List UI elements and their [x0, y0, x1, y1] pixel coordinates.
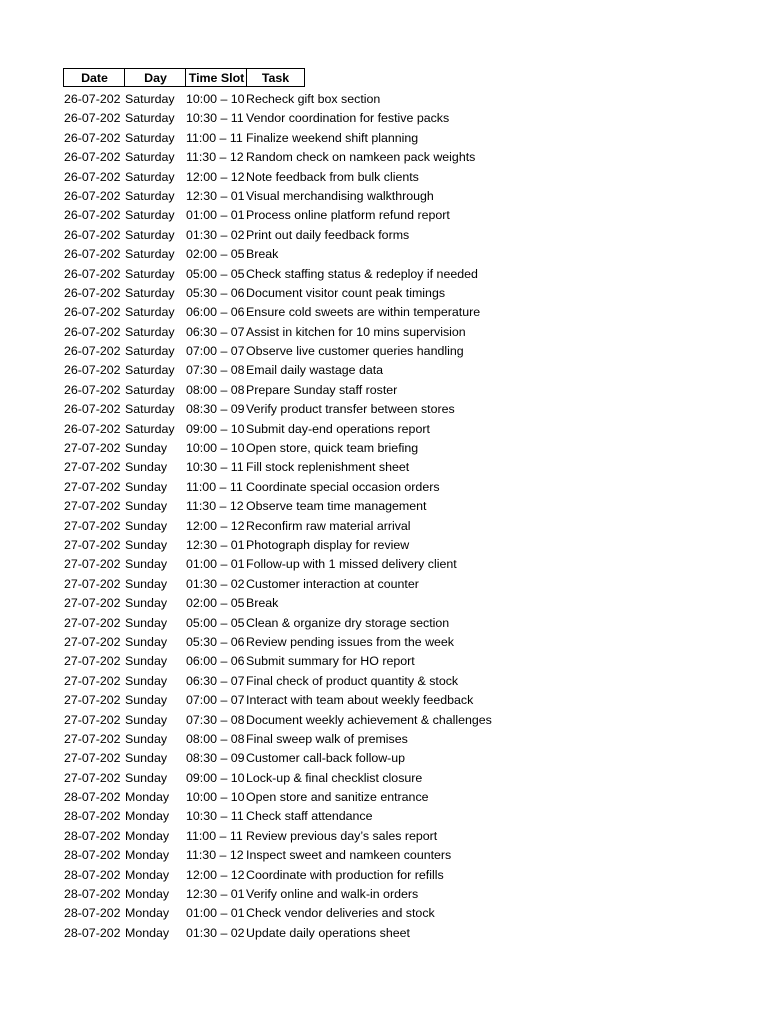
day-cell: Monday	[125, 867, 170, 882]
day-cell: Saturday	[125, 382, 175, 397]
day-cell: Sunday	[125, 576, 168, 591]
task-cell: Vendor coordination for festive packs	[246, 111, 450, 126]
time-slot-cell: 02:00 – 05	[186, 247, 245, 262]
day-cell: Saturday	[125, 363, 175, 378]
date-cell: 26-07-202	[64, 305, 121, 320]
header-day: Day	[124, 68, 186, 87]
time-slot-cell: 01:00 – 01	[186, 906, 245, 921]
day-cell: Sunday	[125, 557, 168, 572]
time-slot-cell: 06:00 – 06	[186, 305, 245, 320]
task-cell: Submit summary for HO report	[246, 654, 415, 669]
day-cell: Monday	[125, 906, 170, 921]
header-time-slot: Time Slot	[185, 68, 247, 87]
task-cell: Visual merchandising walkthrough	[246, 188, 434, 203]
task-cell: Clean & organize dry storage section	[246, 615, 450, 630]
time-slot-cell: 11:00 – 11	[186, 130, 243, 145]
time-slot-cell: 08:00 – 08	[186, 731, 245, 746]
task-cell: Customer interaction at counter	[246, 576, 419, 591]
date-cell: 26-07-202	[64, 169, 121, 184]
time-slot-cell: 08:30 – 09	[186, 751, 245, 766]
task-cell: Open store and sanitize entrance	[246, 790, 429, 805]
task-cell: Interact with team about weekly feedback	[246, 693, 474, 708]
time-slot-cell: 10:30 – 11	[186, 460, 244, 475]
day-cell: Sunday	[125, 537, 168, 552]
time-slot-cell: 06:00 – 06	[186, 654, 245, 669]
date-cell: 27-07-202	[64, 634, 121, 649]
day-cell: Saturday	[125, 111, 175, 126]
task-cell: Reconfirm raw material arrival	[246, 518, 411, 533]
task-cell: Final sweep walk of premises	[246, 731, 408, 746]
time-slot-cell: 12:00 – 12	[186, 169, 245, 184]
date-cell: 27-07-202	[64, 731, 121, 746]
header-task: Task	[246, 68, 305, 87]
time-slot-cell: 08:30 – 09	[186, 402, 245, 417]
date-cell: 26-07-202	[64, 285, 121, 300]
time-slot-cell: 11:00 – 11	[186, 828, 243, 843]
task-cell: Email daily wastage data	[246, 363, 384, 378]
date-cell: 27-07-202	[64, 441, 121, 456]
task-cell: Customer call-back follow-up	[246, 751, 406, 766]
day-cell: Saturday	[125, 208, 175, 223]
task-cell: Inspect sweet and namkeen counters	[246, 848, 452, 863]
day-cell: Sunday	[125, 518, 168, 533]
day-cell: Sunday	[125, 596, 168, 611]
date-cell: 26-07-202	[64, 402, 121, 417]
day-cell: Saturday	[125, 305, 175, 320]
date-cell: 27-07-202	[64, 576, 121, 591]
date-cell: 26-07-202	[64, 227, 121, 242]
task-cell: Assist in kitchen for 10 mins supervision	[246, 324, 466, 339]
date-cell: 26-07-202	[64, 363, 121, 378]
date-cell: 27-07-202	[64, 751, 121, 766]
day-cell: Saturday	[125, 227, 175, 242]
time-slot-cell: 10:30 – 11	[186, 809, 244, 824]
date-cell: 27-07-202	[64, 557, 121, 572]
task-cell: Follow-up with 1 missed delivery client	[246, 557, 457, 572]
day-cell: Saturday	[125, 188, 175, 203]
date-cell: 28-07-202	[64, 809, 121, 824]
date-cell: 27-07-202	[64, 479, 121, 494]
date-cell: 28-07-202	[64, 790, 121, 805]
time-slot-cell: 01:30 – 02	[186, 925, 245, 940]
day-cell: Monday	[125, 925, 170, 940]
time-slot-cell: 10:30 – 11	[186, 111, 244, 126]
task-cell: Coordinate with production for refills	[246, 867, 444, 882]
time-slot-cell: 11:00 – 11	[186, 479, 243, 494]
task-cell: Review pending issues from the week	[246, 634, 454, 649]
day-cell: Saturday	[125, 247, 175, 262]
time-slot-cell: 10:00 – 10	[186, 441, 245, 456]
day-cell: Sunday	[125, 615, 168, 630]
date-cell: 27-07-202	[64, 693, 121, 708]
task-cell: Open store, quick team briefing	[246, 441, 419, 456]
day-cell: Monday	[125, 809, 170, 824]
time-slot-cell: 12:30 – 01	[186, 537, 245, 552]
date-cell: 26-07-202	[64, 111, 121, 126]
task-cell: Coordinate special occasion orders	[246, 479, 440, 494]
time-slot-cell: 12:30 – 01	[186, 188, 245, 203]
time-slot-cell: 05:00 – 05	[186, 266, 245, 281]
time-slot-cell: 06:30 – 07	[186, 673, 245, 688]
date-cell: 26-07-202	[64, 208, 121, 223]
date-cell: 26-07-202	[64, 344, 121, 359]
task-cell: Review previous day’s sales report	[246, 828, 438, 843]
date-cell: 28-07-202	[64, 925, 121, 940]
day-cell: Saturday	[125, 285, 175, 300]
date-cell: 26-07-202	[64, 421, 121, 436]
day-cell: Sunday	[125, 479, 168, 494]
time-slot-cell: 02:00 – 05	[186, 596, 245, 611]
day-cell: Monday	[125, 887, 170, 902]
time-slot-cell: 01:30 – 02	[186, 576, 245, 591]
time-slot-cell: 07:00 – 07	[186, 344, 245, 359]
day-cell: Sunday	[125, 712, 168, 727]
date-cell: 28-07-202	[64, 906, 121, 921]
date-cell: 27-07-202	[64, 518, 121, 533]
task-cell: Check staffing status & redeploy if needed	[246, 266, 478, 281]
date-cell: 28-07-202	[64, 848, 121, 863]
day-cell: Sunday	[125, 634, 168, 649]
task-cell: Process online platform refund report	[246, 208, 450, 223]
day-cell: Monday	[125, 828, 170, 843]
day-cell: Sunday	[125, 693, 168, 708]
date-cell: 27-07-202	[64, 712, 121, 727]
task-cell: Verify online and walk-in orders	[246, 887, 419, 902]
day-cell: Sunday	[125, 673, 168, 688]
time-slot-cell: 07:30 – 08	[186, 363, 245, 378]
task-cell: Break	[246, 247, 279, 262]
task-cell: Observe live customer queries handling	[246, 344, 464, 359]
time-slot-cell: 09:00 – 10	[186, 770, 245, 785]
time-slot-cell: 11:30 – 12	[186, 150, 244, 165]
date-cell: 27-07-202	[64, 770, 121, 785]
day-cell: Saturday	[125, 169, 175, 184]
task-cell: Document weekly achievement & challenges	[246, 712, 492, 727]
time-slot-cell: 10:00 – 10	[186, 92, 245, 106]
time-slot-cell: 12:00 – 12	[186, 518, 245, 533]
date-cell: 28-07-202	[64, 887, 121, 902]
day-cell: Sunday	[125, 654, 168, 669]
day-cell: Sunday	[125, 460, 168, 475]
time-slot-cell: 05:30 – 06	[186, 634, 245, 649]
date-cell: 27-07-202	[64, 615, 121, 630]
time-slot-cell: 07:30 – 08	[186, 712, 245, 727]
date-cell: 26-07-202	[64, 150, 121, 165]
date-cell: 26-07-202	[64, 247, 121, 262]
task-cell: Lock-up & final checklist closure	[246, 770, 423, 785]
task-cell: Check staff attendance	[246, 809, 373, 824]
day-cell: Sunday	[125, 770, 168, 785]
day-cell: Saturday	[125, 266, 175, 281]
task-cell: Recheck gift box section	[246, 92, 381, 106]
date-cell: 27-07-202	[64, 460, 121, 475]
task-cell: Ensure cold sweets are within temperature	[246, 305, 481, 320]
task-cell: Photograph display for review	[246, 537, 410, 552]
date-cell: 26-07-202	[64, 382, 121, 397]
day-cell: Sunday	[125, 731, 168, 746]
task-cell: Submit day-end operations report	[246, 421, 430, 436]
day-cell: Saturday	[125, 344, 175, 359]
date-cell: 26-07-202	[64, 266, 121, 281]
day-cell: Saturday	[125, 130, 175, 145]
day-cell: Saturday	[125, 92, 175, 106]
day-cell: Saturday	[125, 421, 175, 436]
day-cell: Monday	[125, 790, 170, 805]
time-slot-cell: 11:30 – 12	[186, 499, 244, 514]
task-cell: Document visitor count peak timings	[246, 285, 446, 300]
date-cell: 27-07-202	[64, 499, 121, 514]
date-cell: 28-07-202	[64, 828, 121, 843]
day-cell: Sunday	[125, 499, 168, 514]
date-cell: 27-07-202	[64, 654, 121, 669]
day-cell: Monday	[125, 848, 170, 863]
day-cell: Saturday	[125, 324, 175, 339]
date-cell: 27-07-202	[64, 596, 121, 611]
time-slot-cell: 10:00 – 10	[186, 790, 245, 805]
time-slot-cell: 05:30 – 06	[186, 285, 245, 300]
task-cell: Final check of product quantity & stock	[246, 673, 459, 688]
day-cell: Saturday	[125, 402, 175, 417]
task-cell: Verify product transfer between stores	[246, 402, 455, 417]
date-cell: 26-07-202	[64, 92, 121, 106]
time-slot-cell: 05:00 – 05	[186, 615, 245, 630]
date-cell: 26-07-202	[64, 130, 121, 145]
day-cell: Sunday	[125, 441, 168, 456]
task-cell: Update daily operations sheet	[246, 925, 410, 940]
time-slot-cell: 06:30 – 07	[186, 324, 245, 339]
task-cell: Note feedback from bulk clients	[246, 169, 419, 184]
task-cell: Break	[246, 596, 279, 611]
date-cell: 27-07-202	[64, 537, 121, 552]
task-cell: Finalize weekend shift planning	[246, 130, 419, 145]
time-slot-cell: 07:00 – 07	[186, 693, 245, 708]
time-slot-cell: 12:00 – 12	[186, 867, 245, 882]
task-cell: Fill stock replenishment sheet	[246, 460, 410, 475]
task-cell: Random check on namkeen pack weights	[246, 150, 476, 165]
task-cell: Observe team time management	[246, 499, 427, 514]
time-slot-cell: 01:00 – 01	[186, 208, 245, 223]
task-cell: Print out daily feedback forms	[246, 227, 410, 242]
time-slot-cell: 08:00 – 08	[186, 382, 245, 397]
date-cell: 27-07-202	[64, 673, 121, 688]
time-slot-cell: 01:00 – 01	[186, 557, 245, 572]
task-cell: Check vendor deliveries and stock	[246, 906, 435, 921]
time-slot-cell: 11:30 – 12	[186, 848, 244, 863]
date-cell: 26-07-202	[64, 188, 121, 203]
date-cell: 28-07-202	[64, 867, 121, 882]
time-slot-cell: 12:30 – 01	[186, 887, 245, 902]
task-cell: Prepare Sunday staff roster	[246, 382, 398, 397]
time-slot-cell: 01:30 – 02	[186, 227, 245, 242]
date-cell: 26-07-202	[64, 324, 121, 339]
day-cell: Sunday	[125, 751, 168, 766]
day-cell: Saturday	[125, 150, 175, 165]
time-slot-cell: 09:00 – 10	[186, 421, 245, 436]
header-date: Date	[63, 68, 125, 87]
